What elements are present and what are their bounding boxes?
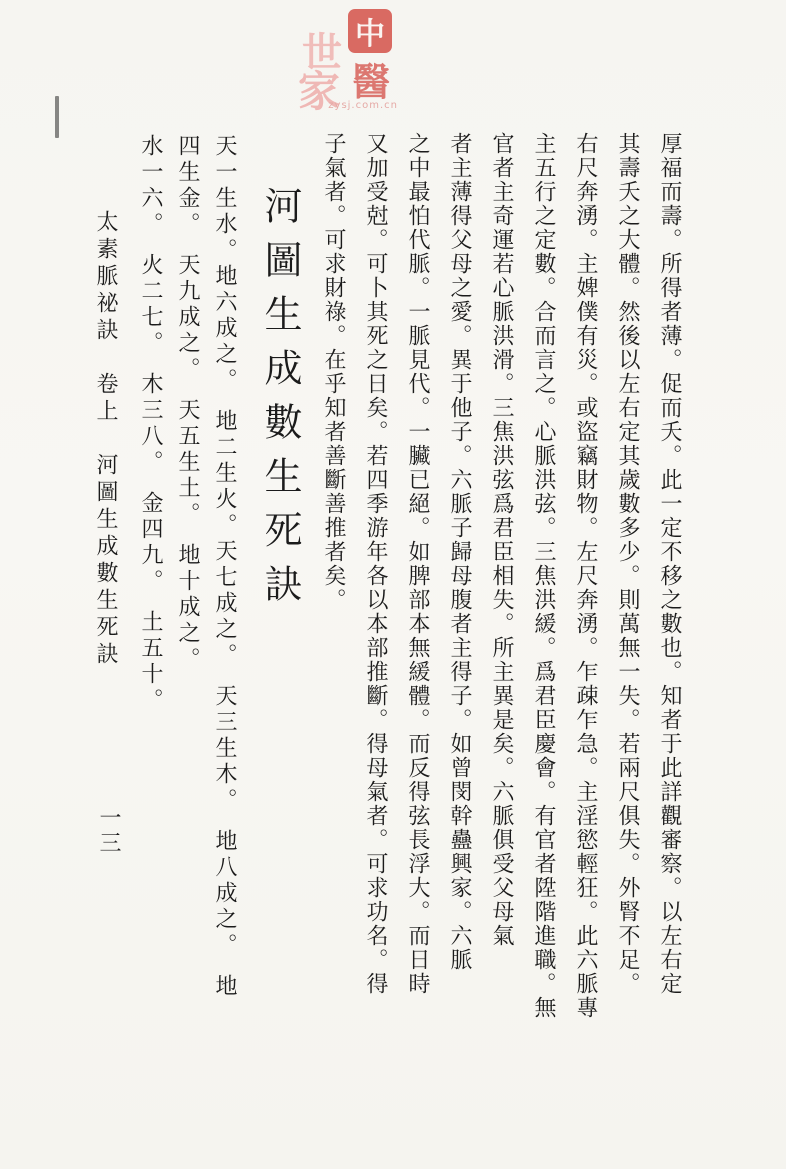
running-title: 太素脈祕訣 卷上 河圖生成數生死訣	[93, 210, 118, 669]
scan-edge-artifact	[55, 96, 59, 138]
watermark-char-jia: 家	[298, 67, 341, 116]
chapter-title: 河圖生成數生死訣	[258, 186, 302, 618]
text-column-5: 官者主奇運若心脈洪滑。三焦洪弦爲君臣相失。所主異是矣。六脈俱受父母氣	[489, 132, 514, 948]
watermark-url: zysj.com.cn	[328, 100, 398, 111]
watermark-seal-icon: 中	[348, 9, 392, 53]
page-number: 一三	[96, 806, 121, 856]
text-column-9: 子氣者。可求財祿。在乎知者善斷善推者矣。	[321, 132, 346, 612]
text-column-6: 者主薄得父母之愛。異于他子。六脈子歸母腹者主得子。如曾閔幹蠱興家。六脈	[447, 132, 472, 972]
text-column-2: 其壽夭之大體。然後以左右定其歲數多少。則萬無一失。若兩尺俱失。外腎不足。	[615, 132, 640, 996]
text-column-4: 主五行之定數。合而言之。心脈洪弦。三焦洪緩。爲君臣慶會。有官者陞階進職。無	[531, 132, 556, 1020]
main-text-block	[312, 132, 690, 1047]
hetu-number-list	[132, 134, 243, 1074]
watermark-char-medical: 醫	[351, 59, 390, 104]
text-column-8: 又加受尅。可卜其死之日矣。若四季游年各以本部推斷。得母氣者。可求功名。得	[363, 132, 388, 996]
text-column-7: 之中最怕代脈。一脈見代。一臟已絕。如脾部本無緩體。而反得弦長浮大。而日時	[405, 132, 430, 996]
list-column-1: 天一生水。地六成之。 地二生火。天七成之。 天三生木。 地八成之。 地	[212, 134, 237, 1000]
list-column-3: 水一六。 火二七。 木三八。 金四九。 土五十。	[138, 134, 163, 714]
text-column-1: 厚福而壽。所得者薄。促而夭。此一定不移之數也。知者于此詳觀審察。以左右定	[657, 132, 682, 996]
site-watermark	[296, 5, 398, 116]
text-column-3: 右尺奔湧。主婢僕有災。或盜竊財物。左尺奔湧。乍疎乍急。主淫慾輕狂。此六脈專	[573, 132, 598, 1020]
list-column-2: 四生金。 天九成之。 天五生土。 地十成之。	[175, 134, 200, 673]
watermark-char-shi: 世	[302, 29, 342, 76]
